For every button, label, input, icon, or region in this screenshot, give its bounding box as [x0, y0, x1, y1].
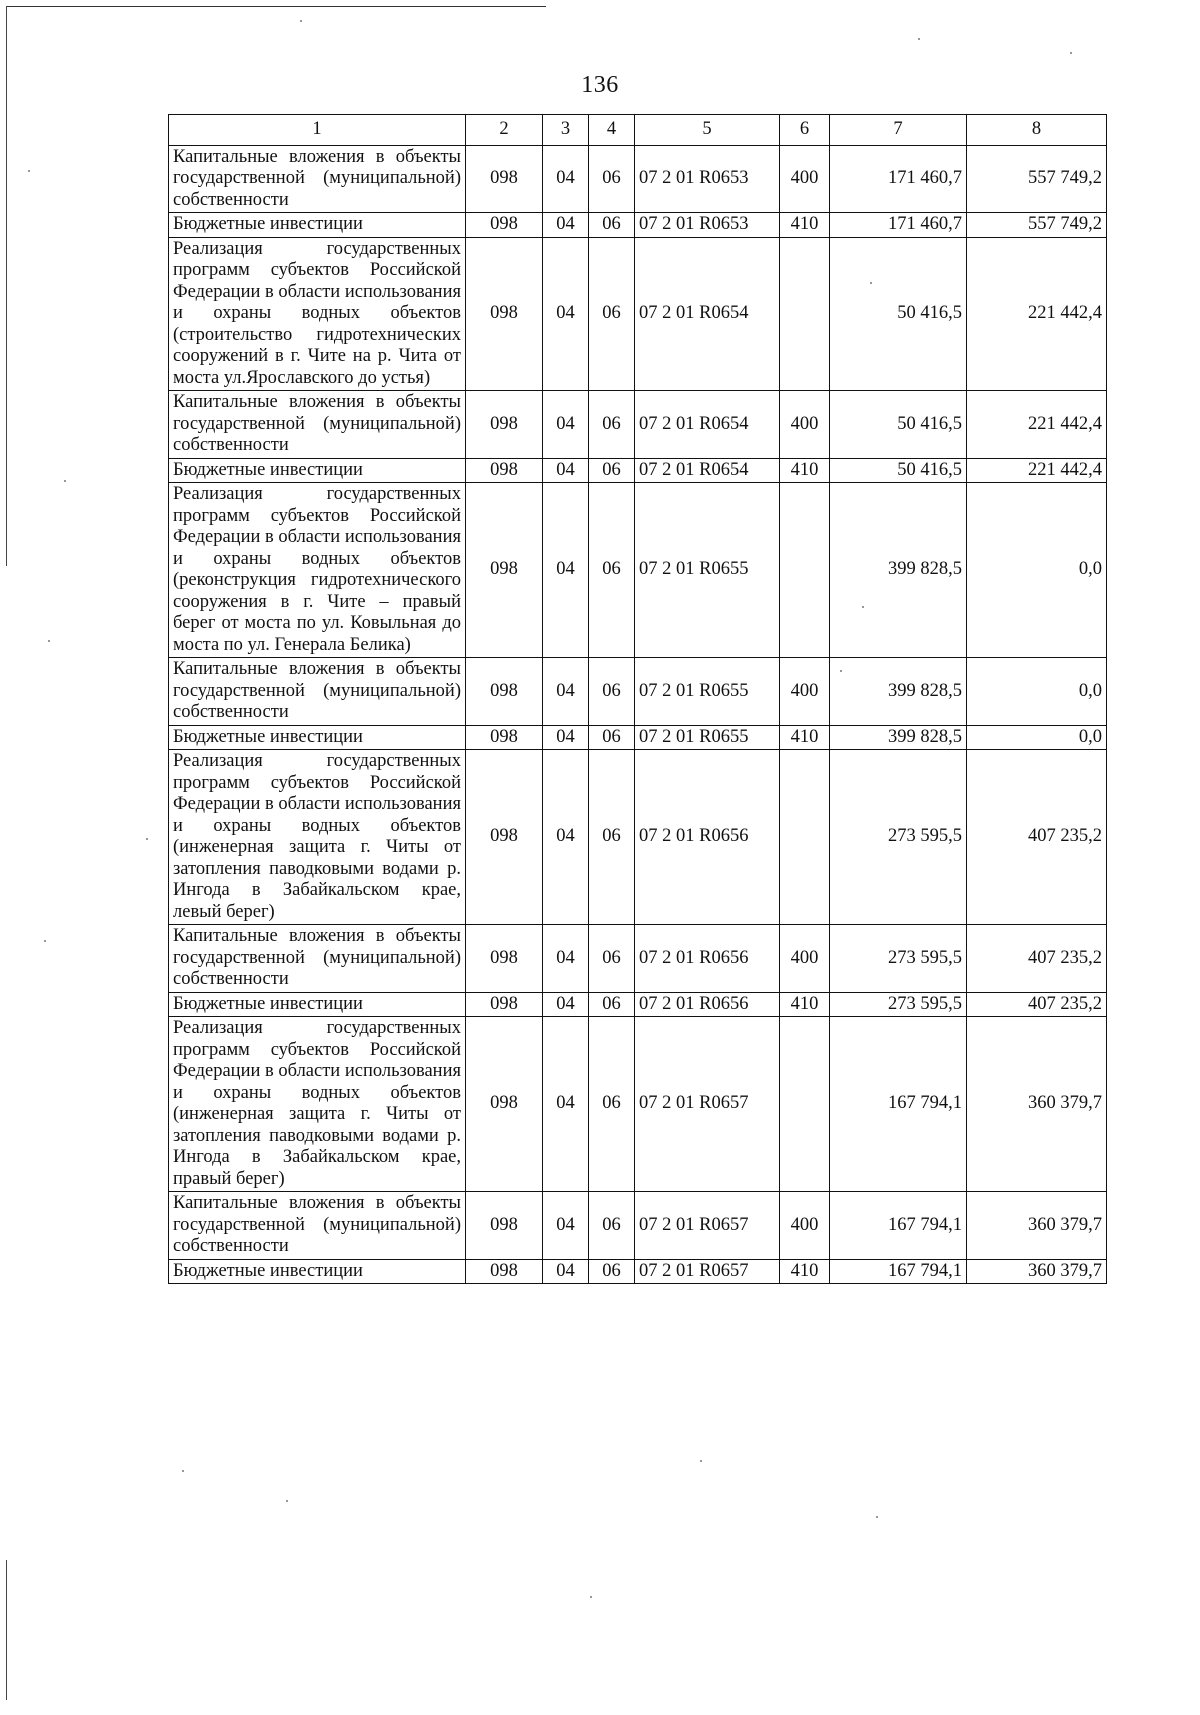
amount-col7-cell: 50 416,5 — [830, 237, 967, 391]
subsection-cell: 06 — [589, 213, 635, 238]
row-name-cell: Бюджетные инвестиции — [169, 992, 466, 1017]
expense-type-cell: 400 — [780, 1192, 830, 1260]
expense-type-cell: 400 — [780, 145, 830, 213]
scan-speck — [1070, 52, 1072, 54]
amount-col8-cell: 0,0 — [967, 725, 1107, 750]
target-article-cell: 07 2 01 R0657 — [635, 1017, 780, 1192]
target-article-cell: 07 2 01 R0656 — [635, 750, 780, 925]
expense-type-cell — [780, 483, 830, 658]
row-name-cell: Капитальные вложения в объекты государственной (муниципальной) собственности — [169, 1192, 466, 1260]
amount-col7-cell: 167 794,1 — [830, 1192, 967, 1260]
admin-code-cell: 098 — [466, 725, 543, 750]
section-cell: 04 — [543, 483, 589, 658]
row-name-cell: Капитальные вложения в объекты государственной (муниципальной) собственности — [169, 925, 466, 993]
column-header: 1 — [169, 115, 466, 146]
subsection-cell: 06 — [589, 1017, 635, 1192]
admin-code-cell: 098 — [466, 750, 543, 925]
expense-type-cell: 400 — [780, 658, 830, 726]
amount-col8-cell: 0,0 — [967, 658, 1107, 726]
amount-col8-cell: 557 749,2 — [967, 213, 1107, 238]
table-row — [169, 483, 1107, 658]
amount-col7-cell: 50 416,5 — [830, 391, 967, 459]
expense-type-cell: 410 — [780, 458, 830, 483]
admin-code-cell: 098 — [466, 992, 543, 1017]
expense-type-cell — [780, 1017, 830, 1192]
scan-speck — [48, 640, 50, 642]
section-cell: 04 — [543, 925, 589, 993]
admin-code-cell: 098 — [466, 213, 543, 238]
scan-speck — [918, 38, 920, 40]
section-cell: 04 — [543, 237, 589, 391]
subsection-cell: 06 — [589, 658, 635, 726]
table-body — [169, 145, 1107, 1284]
amount-col7-cell: 399 828,5 — [830, 725, 967, 750]
expense-type-cell: 400 — [780, 391, 830, 459]
table-row — [169, 658, 1107, 726]
target-article-cell: 07 2 01 R0653 — [635, 145, 780, 213]
section-cell: 04 — [543, 145, 589, 213]
amount-col8-cell: 407 235,2 — [967, 925, 1107, 993]
expense-type-cell: 410 — [780, 1259, 830, 1284]
expense-type-cell: 410 — [780, 725, 830, 750]
table-row — [169, 213, 1107, 238]
scan-border-top — [6, 6, 546, 7]
subsection-cell: 06 — [589, 750, 635, 925]
target-article-cell: 07 2 01 R0655 — [635, 658, 780, 726]
table-row — [169, 750, 1107, 925]
amount-col7-cell: 171 460,7 — [830, 213, 967, 238]
scan-speck — [700, 1460, 702, 1462]
amount-col7-cell: 167 794,1 — [830, 1259, 967, 1284]
section-cell: 04 — [543, 1017, 589, 1192]
admin-code-cell: 098 — [466, 1259, 543, 1284]
section-cell: 04 — [543, 458, 589, 483]
admin-code-cell: 098 — [466, 458, 543, 483]
target-article-cell: 07 2 01 R0656 — [635, 992, 780, 1017]
amount-col7-cell: 50 416,5 — [830, 458, 967, 483]
amount-col8-cell: 407 235,2 — [967, 750, 1107, 925]
admin-code-cell: 098 — [466, 1017, 543, 1192]
expense-type-cell: 410 — [780, 992, 830, 1017]
scan-speck — [44, 940, 46, 942]
expense-type-cell — [780, 750, 830, 925]
table-row — [169, 1259, 1107, 1284]
amount-col7-cell: 273 595,5 — [830, 992, 967, 1017]
scan-speck — [590, 1596, 592, 1598]
subsection-cell: 06 — [589, 1259, 635, 1284]
row-name-cell: Бюджетные инвестиции — [169, 725, 466, 750]
table-header-row — [169, 115, 1107, 146]
amount-col8-cell: 407 235,2 — [967, 992, 1107, 1017]
budget-table — [168, 114, 1107, 1284]
section-cell: 04 — [543, 391, 589, 459]
amount-col7-cell: 273 595,5 — [830, 925, 967, 993]
column-header: 6 — [780, 115, 830, 146]
table-row — [169, 1017, 1107, 1192]
target-article-cell: 07 2 01 R0653 — [635, 213, 780, 238]
scan-speck — [286, 1500, 288, 1502]
table-row — [169, 145, 1107, 213]
column-header: 4 — [589, 115, 635, 146]
row-name-cell: Капитальные вложения в объекты государственной (муниципальной) собственности — [169, 391, 466, 459]
scan-speck — [300, 20, 302, 22]
row-name-cell: Бюджетные инвестиции — [169, 458, 466, 483]
scan-speck — [28, 170, 30, 172]
row-name-cell: Реализация государственных программ субъектов Российской Федерации в области использования и охраны водных объектов (реконструкция гидротехнического сооружения в г. Чите – правый берег от моста по ул. Ковыльная до моста по ул. Генерала Белика) — [169, 483, 466, 658]
amount-col7-cell: 167 794,1 — [830, 1017, 967, 1192]
page-number: 136 — [581, 72, 619, 98]
target-article-cell: 07 2 01 R0655 — [635, 725, 780, 750]
subsection-cell: 06 — [589, 145, 635, 213]
admin-code-cell: 098 — [466, 237, 543, 391]
section-cell: 04 — [543, 658, 589, 726]
table-row — [169, 925, 1107, 993]
amount-col8-cell: 360 379,7 — [967, 1017, 1107, 1192]
scan-speck — [64, 480, 66, 482]
row-name-cell: Бюджетные инвестиции — [169, 1259, 466, 1284]
subsection-cell: 06 — [589, 483, 635, 658]
subsection-cell: 06 — [589, 237, 635, 391]
amount-col7-cell: 171 460,7 — [830, 145, 967, 213]
amount-col7-cell: 399 828,5 — [830, 483, 967, 658]
section-cell: 04 — [543, 213, 589, 238]
section-cell: 04 — [543, 725, 589, 750]
scan-speck — [876, 1516, 878, 1518]
scan-speck — [146, 838, 148, 840]
row-name-cell: Реализация государственных программ субъектов Российской Федерации в области использования и охраны водных объектов (инженерная защита г. Читы от затопления паводковыми водами р. Ингода в Забайкальском крае, левый берег) — [169, 750, 466, 925]
subsection-cell: 06 — [589, 992, 635, 1017]
row-name-cell: Бюджетные инвестиции — [169, 213, 466, 238]
column-header: 8 — [967, 115, 1107, 146]
subsection-cell: 06 — [589, 458, 635, 483]
column-header: 3 — [543, 115, 589, 146]
column-header: 7 — [830, 115, 967, 146]
admin-code-cell: 098 — [466, 145, 543, 213]
scan-speck — [182, 1470, 184, 1472]
table-row — [169, 391, 1107, 459]
column-header: 5 — [635, 115, 780, 146]
subsection-cell: 06 — [589, 725, 635, 750]
row-name-cell: Капитальные вложения в объекты государственной (муниципальной) собственности — [169, 658, 466, 726]
table-row — [169, 458, 1107, 483]
amount-col8-cell: 0,0 — [967, 483, 1107, 658]
target-article-cell: 07 2 01 R0655 — [635, 483, 780, 658]
subsection-cell: 06 — [589, 391, 635, 459]
admin-code-cell: 098 — [466, 391, 543, 459]
table-row — [169, 1192, 1107, 1260]
table-row — [169, 992, 1107, 1017]
expense-type-cell: 400 — [780, 925, 830, 993]
section-cell: 04 — [543, 750, 589, 925]
target-article-cell: 07 2 01 R0656 — [635, 925, 780, 993]
section-cell: 04 — [543, 1259, 589, 1284]
admin-code-cell: 098 — [466, 483, 543, 658]
subsection-cell: 06 — [589, 925, 635, 993]
amount-col8-cell: 557 749,2 — [967, 145, 1107, 213]
section-cell: 04 — [543, 992, 589, 1017]
admin-code-cell: 098 — [466, 658, 543, 726]
expense-type-cell: 410 — [780, 213, 830, 238]
admin-code-cell: 098 — [466, 1192, 543, 1260]
row-name-cell: Реализация государственных программ субъектов Российской Федерации в области использования и охраны водных объектов (строительство гидротехнических сооружений в г. Чите на р. Чита от моста ул.Ярославского до устья) — [169, 237, 466, 391]
target-article-cell: 07 2 01 R0654 — [635, 391, 780, 459]
amount-col7-cell: 273 595,5 — [830, 750, 967, 925]
target-article-cell: 07 2 01 R0654 — [635, 458, 780, 483]
amount-col8-cell: 221 442,4 — [967, 458, 1107, 483]
amount-col8-cell: 221 442,4 — [967, 237, 1107, 391]
table-row — [169, 725, 1107, 750]
row-name-cell: Капитальные вложения в объекты государственной (муниципальной) собственности — [169, 145, 466, 213]
column-header: 2 — [466, 115, 543, 146]
table-row — [169, 237, 1107, 391]
amount-col7-cell: 399 828,5 — [830, 658, 967, 726]
target-article-cell: 07 2 01 R0654 — [635, 237, 780, 391]
amount-col8-cell: 360 379,7 — [967, 1259, 1107, 1284]
scan-border-left-lower — [6, 1560, 7, 1700]
target-article-cell: 07 2 01 R0657 — [635, 1259, 780, 1284]
subsection-cell: 06 — [589, 1192, 635, 1260]
amount-col8-cell: 360 379,7 — [967, 1192, 1107, 1260]
section-cell: 04 — [543, 1192, 589, 1260]
target-article-cell: 07 2 01 R0657 — [635, 1192, 780, 1260]
amount-col8-cell: 221 442,4 — [967, 391, 1107, 459]
expense-type-cell — [780, 237, 830, 391]
admin-code-cell: 098 — [466, 925, 543, 993]
row-name-cell: Реализация государственных программ субъектов Российской Федерации в области использования и охраны водных объектов (инженерная защита г. Читы от затопления паводковыми водами р. Ингода в Забайкальском крае, правый берег) — [169, 1017, 466, 1192]
